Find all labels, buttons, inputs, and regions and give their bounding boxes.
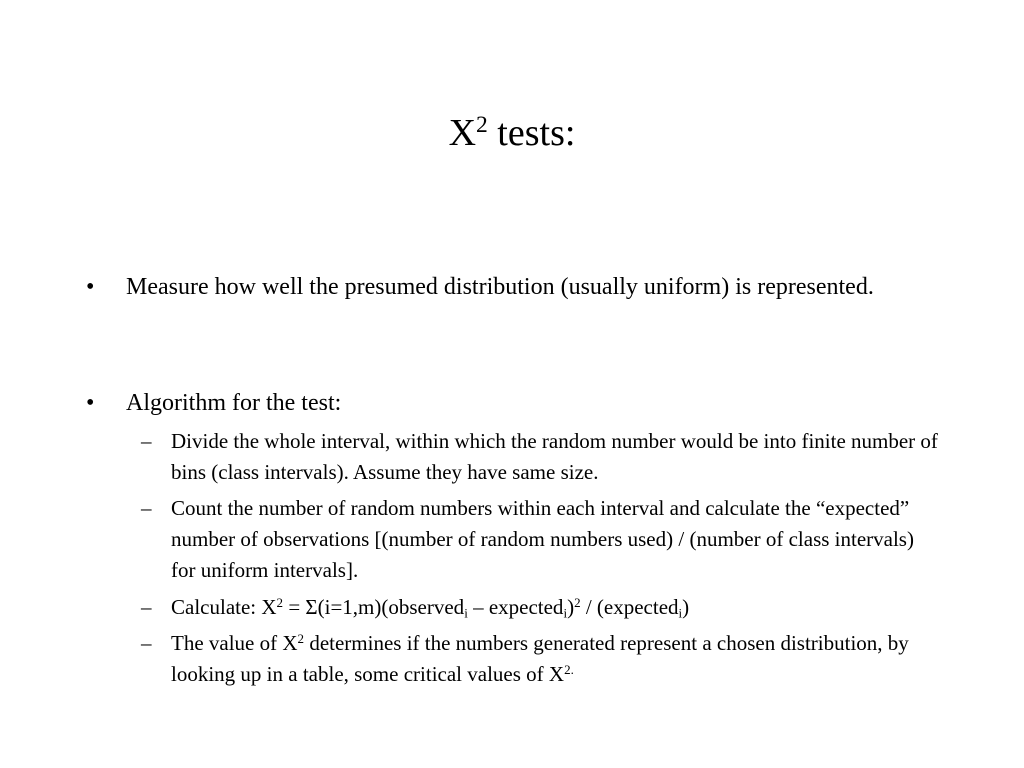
sub-bullet-item	[141, 628, 941, 690]
sub-bullet-item	[141, 493, 941, 586]
dash-marker: –	[141, 631, 152, 655]
dash-marker: –	[141, 595, 152, 619]
dash-marker: –	[141, 496, 152, 520]
sub-bullet-text: Divide the whole interval, within which the random number would be into finite number of bins (class intervals). Assume they have same size.	[171, 429, 938, 484]
formula-text	[171, 592, 941, 623]
formula-subscript: i	[563, 605, 568, 621]
value-part: determines if the numbers generated represent a chosen distribution, by looking up in a table, some critical values of X	[171, 631, 909, 686]
formula-part: – expected	[467, 595, 564, 619]
slide-title	[0, 110, 1024, 156]
bullet-text: Algorithm for the test:	[126, 390, 342, 416]
formula-part: = Σ(i=1,m)(observed	[283, 595, 465, 619]
bullet-marker: •	[86, 274, 95, 300]
formula-subscript: i	[464, 605, 468, 621]
title-rest: tests:	[487, 112, 576, 154]
bullet-text: Measure how well the presumed distribution (usually uniform) is represented.	[126, 274, 874, 300]
title-superscript: 2	[476, 112, 488, 139]
title-base: X	[448, 112, 477, 154]
dash-marker: –	[141, 429, 152, 453]
formula-part: )	[682, 595, 690, 619]
sub-bullet-text	[171, 628, 941, 690]
formula-part: Calculate: X	[171, 595, 277, 619]
value-superscript: 2.	[564, 661, 574, 677]
formula-superscript: 2	[276, 594, 284, 610]
sub-bullet-item	[141, 426, 941, 488]
bullet-marker: •	[86, 390, 95, 416]
formula-superscript: 2	[574, 594, 581, 610]
value-superscript: 2	[297, 630, 305, 646]
formula-subscript: i	[678, 605, 683, 621]
bullet-item	[86, 269, 946, 305]
value-part: The value of X	[171, 631, 298, 655]
formula-part: )	[567, 595, 575, 619]
bullet-item	[86, 385, 946, 421]
sub-bullet-text: Count the number of random numbers within each interval and calculate the “expected” number of observations [(number of random numbers used) / (number of class intervals) for uniform intervals].	[171, 496, 914, 582]
sub-bullet-item	[141, 592, 941, 623]
formula-part: / (expected	[580, 595, 679, 619]
